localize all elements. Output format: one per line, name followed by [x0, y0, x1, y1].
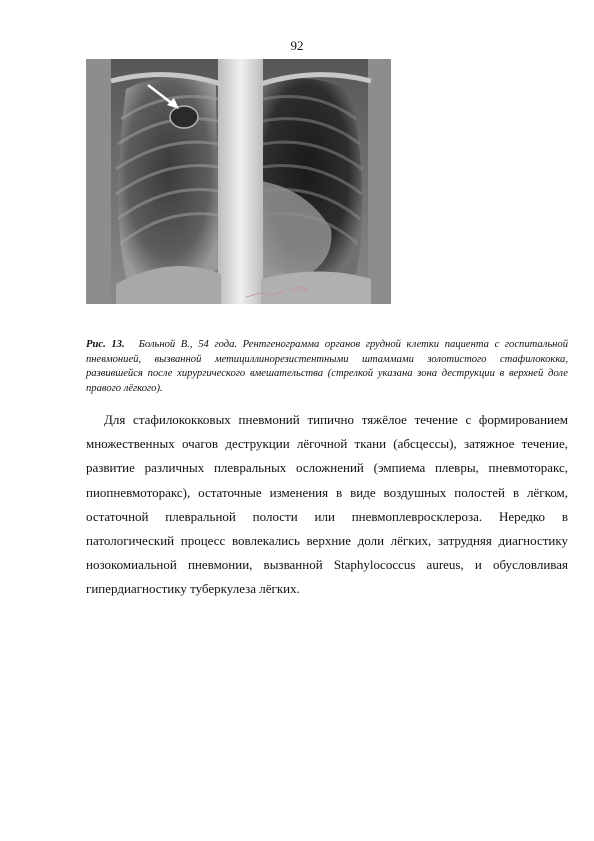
xray-right-tissue	[368, 59, 391, 304]
chest-xray-image	[86, 59, 391, 304]
body-paragraph: Для стафилококковых пневмоний типично тяжёлое течение с формированием множественных очагов деструкции лёгочной ткани (абсцессы), затяжное течение, развитие различных плевральных осложнений (эмпиема плевры, пневмоторакс, пиопневмоторакс), остаточные изменения в виде воздушных полостей в лёгком, остаточной плевральной полости или пневмоплевросклероза. Нередко в патологический процесс вовлекались верхние доли лёгких, затрудняя диагностику нозокомиальной пневмонии, вызванной Staphylococcus aureus, и обусловливая гипердиагностику туберкулеза лёгких.	[86, 412, 568, 597]
page-number: 92	[290, 38, 304, 53]
xray-drawing	[86, 59, 391, 304]
xray-left-diaphragm	[261, 272, 371, 305]
figure-caption	[86, 338, 568, 396]
xray-spine	[218, 59, 263, 304]
figure-caption-text: Больной В., 54 года. Рентгенограмма органов грудной клетки пациента с госпитальной пневмонией, вызванной метициллинорезистентными штаммами золотистого стафилококка, развившейся после хирургического вмешательства (стрелкой указана зона деструкции в верхней доле правого лёгкого).	[86, 339, 568, 394]
xray-right-lung	[119, 78, 219, 285]
xray-left-tissue	[86, 59, 111, 304]
figure-label: Рис. 13.	[86, 339, 125, 350]
xray-destruction-zone	[170, 106, 198, 128]
